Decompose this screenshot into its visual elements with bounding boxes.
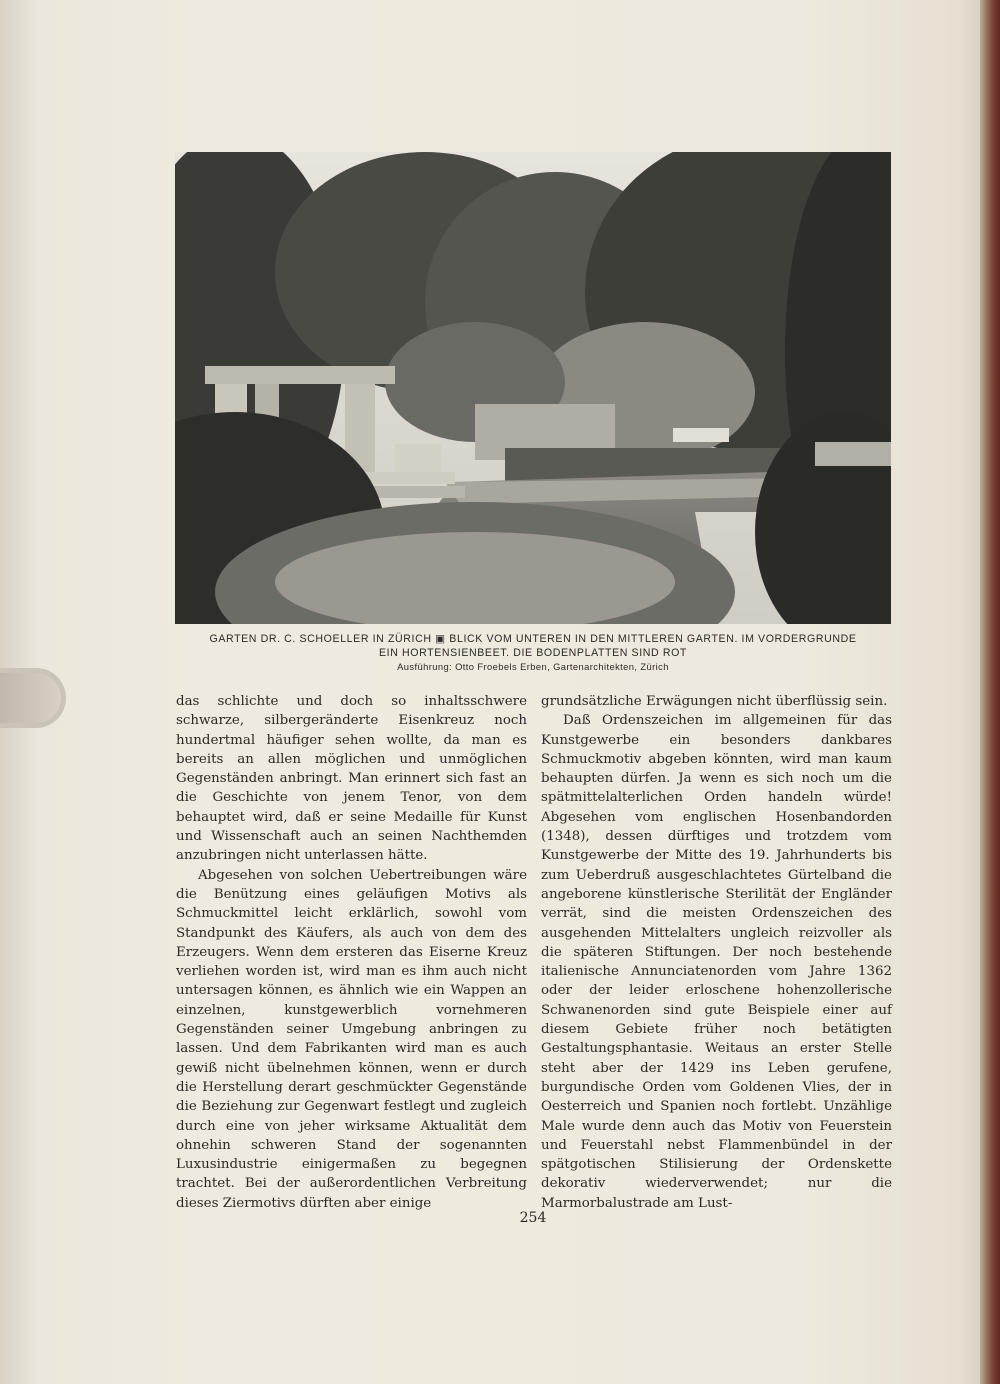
- paragraph: Abgesehen von solchen Uebertreibungen wäre die Benützung eines geläufigen Motivs als Schmuckmittel leicht erklärlich, sowohl vom Standpunkt des Käufers, als auch von dem des Erzeugers. Wenn dem ersteren das Eiserne Kreuz verliehen worden ist, wird man es ihm auch nicht untersagen können, es ähnlich wie ein Wappen an einzelnen, kunstgewerblich vornehmeren Gegenständen seiner Umgebung anbringen zu lassen. Und dem Fabrikanten wird man es auch gewiß nicht übelnehmen können, wenn er durch die Herstellung derart geschmückter Gegenstände die Beziehung zur Gegenwart festlegt und zugleich durch eine von jeher wirksame Aktualität dem ohnehin schweren Stand der sogenannten Luxusindustrie einigermaßen zu begegnen trachtet. Bei der außerordentlichen Verbreitung dieses Ziermotivs dürften aber einige: [176, 867, 527, 1211]
- caption-line-2: EIN HORTENSIENBEET. DIE BODENPLATTEN SIND ROT: [379, 647, 687, 659]
- paragraph: grundsätzliche Erwägungen nicht überflüssig sein.: [541, 694, 888, 709]
- left-text-column: [176, 692, 527, 1213]
- garden-photograph: [175, 152, 891, 624]
- right-text-column: [541, 692, 892, 1213]
- figure-caption: [165, 632, 901, 673]
- separator-glyph: ▣: [435, 633, 446, 645]
- caption-line-1: GARTEN DR. C. SCHOELLER IN ZÜRICH ▣ BLICK VOM UNTEREN IN DEN MITTLEREN GARTEN. IM VORDERGRUNDE: [209, 633, 857, 645]
- page-clip: [0, 668, 66, 728]
- page-number: 254: [519, 1210, 547, 1226]
- paragraph: Daß Ordenszeichen im allgemeinen für das Kunstgewerbe ein besonders dankbares Schmuckmotiv abgeben könnten, wird man kaum behaupten dürfen. Ja wenn es sich noch um die spätmittelalterlichen Orden handeln würde! Abgesehen vom englischen Hosenbandorden (1348), dessen dürftiges und trotzdem vom Kunstgewerbe der Mitte des 19. Jahrhunderts bis zum Ueberdruß ausgeschlachtetes Gürtelband die angeborene künstlerische Sterilität der Engländer verrät, sind die meisten Ordenszeichen des ausgehenden Mittelalters ungleich reizvoller als die späteren Stiftungen. Der noch bestehende italienische Annunciatenorden vom Jahre 1362 oder der leider erloschene hohenzollerische Schwanenorden sind gute Beispiele einer auf diesem Gebiete früher noch betätigten Gestaltungsphantasie. Weitaus an erster Stelle steht aber der 1429 ins Leben gerufene, burgundische Orden vom Goldenen Vlies, der in Oesterreich und Spanien noch fortlebt. Unzählige Male wurde denn auch das Motiv von Feuerstein und Feuerstahl nebst Flammenbündel in der spätgotischen Stilisierung der Ordenskette dekorativ wiederverwendet; nur die Marmorbalustrade am Lust-: [541, 713, 892, 1211]
- paragraph: das schlichte und doch so inhaltsschwere schwarze, silbergeränderte Eisenkreuz noch hundertmal häufiger sehen wollte, da man es bereits an allen möglichen und unmöglichen Gegenständen anbringt. Man erinnert sich fast an die Geschichte von jenem Tenor, von dem behauptet wird, daß er seine Medaille für Kunst und Wissenschaft auch an seinen Nachthemden anzubringen nicht unterlassen hätte.: [176, 694, 527, 864]
- caption-credit: Ausführung: Otto Froebels Erben, Gartenarchitekten, Zürich: [397, 661, 669, 672]
- book-binding-edge: [980, 0, 1000, 1384]
